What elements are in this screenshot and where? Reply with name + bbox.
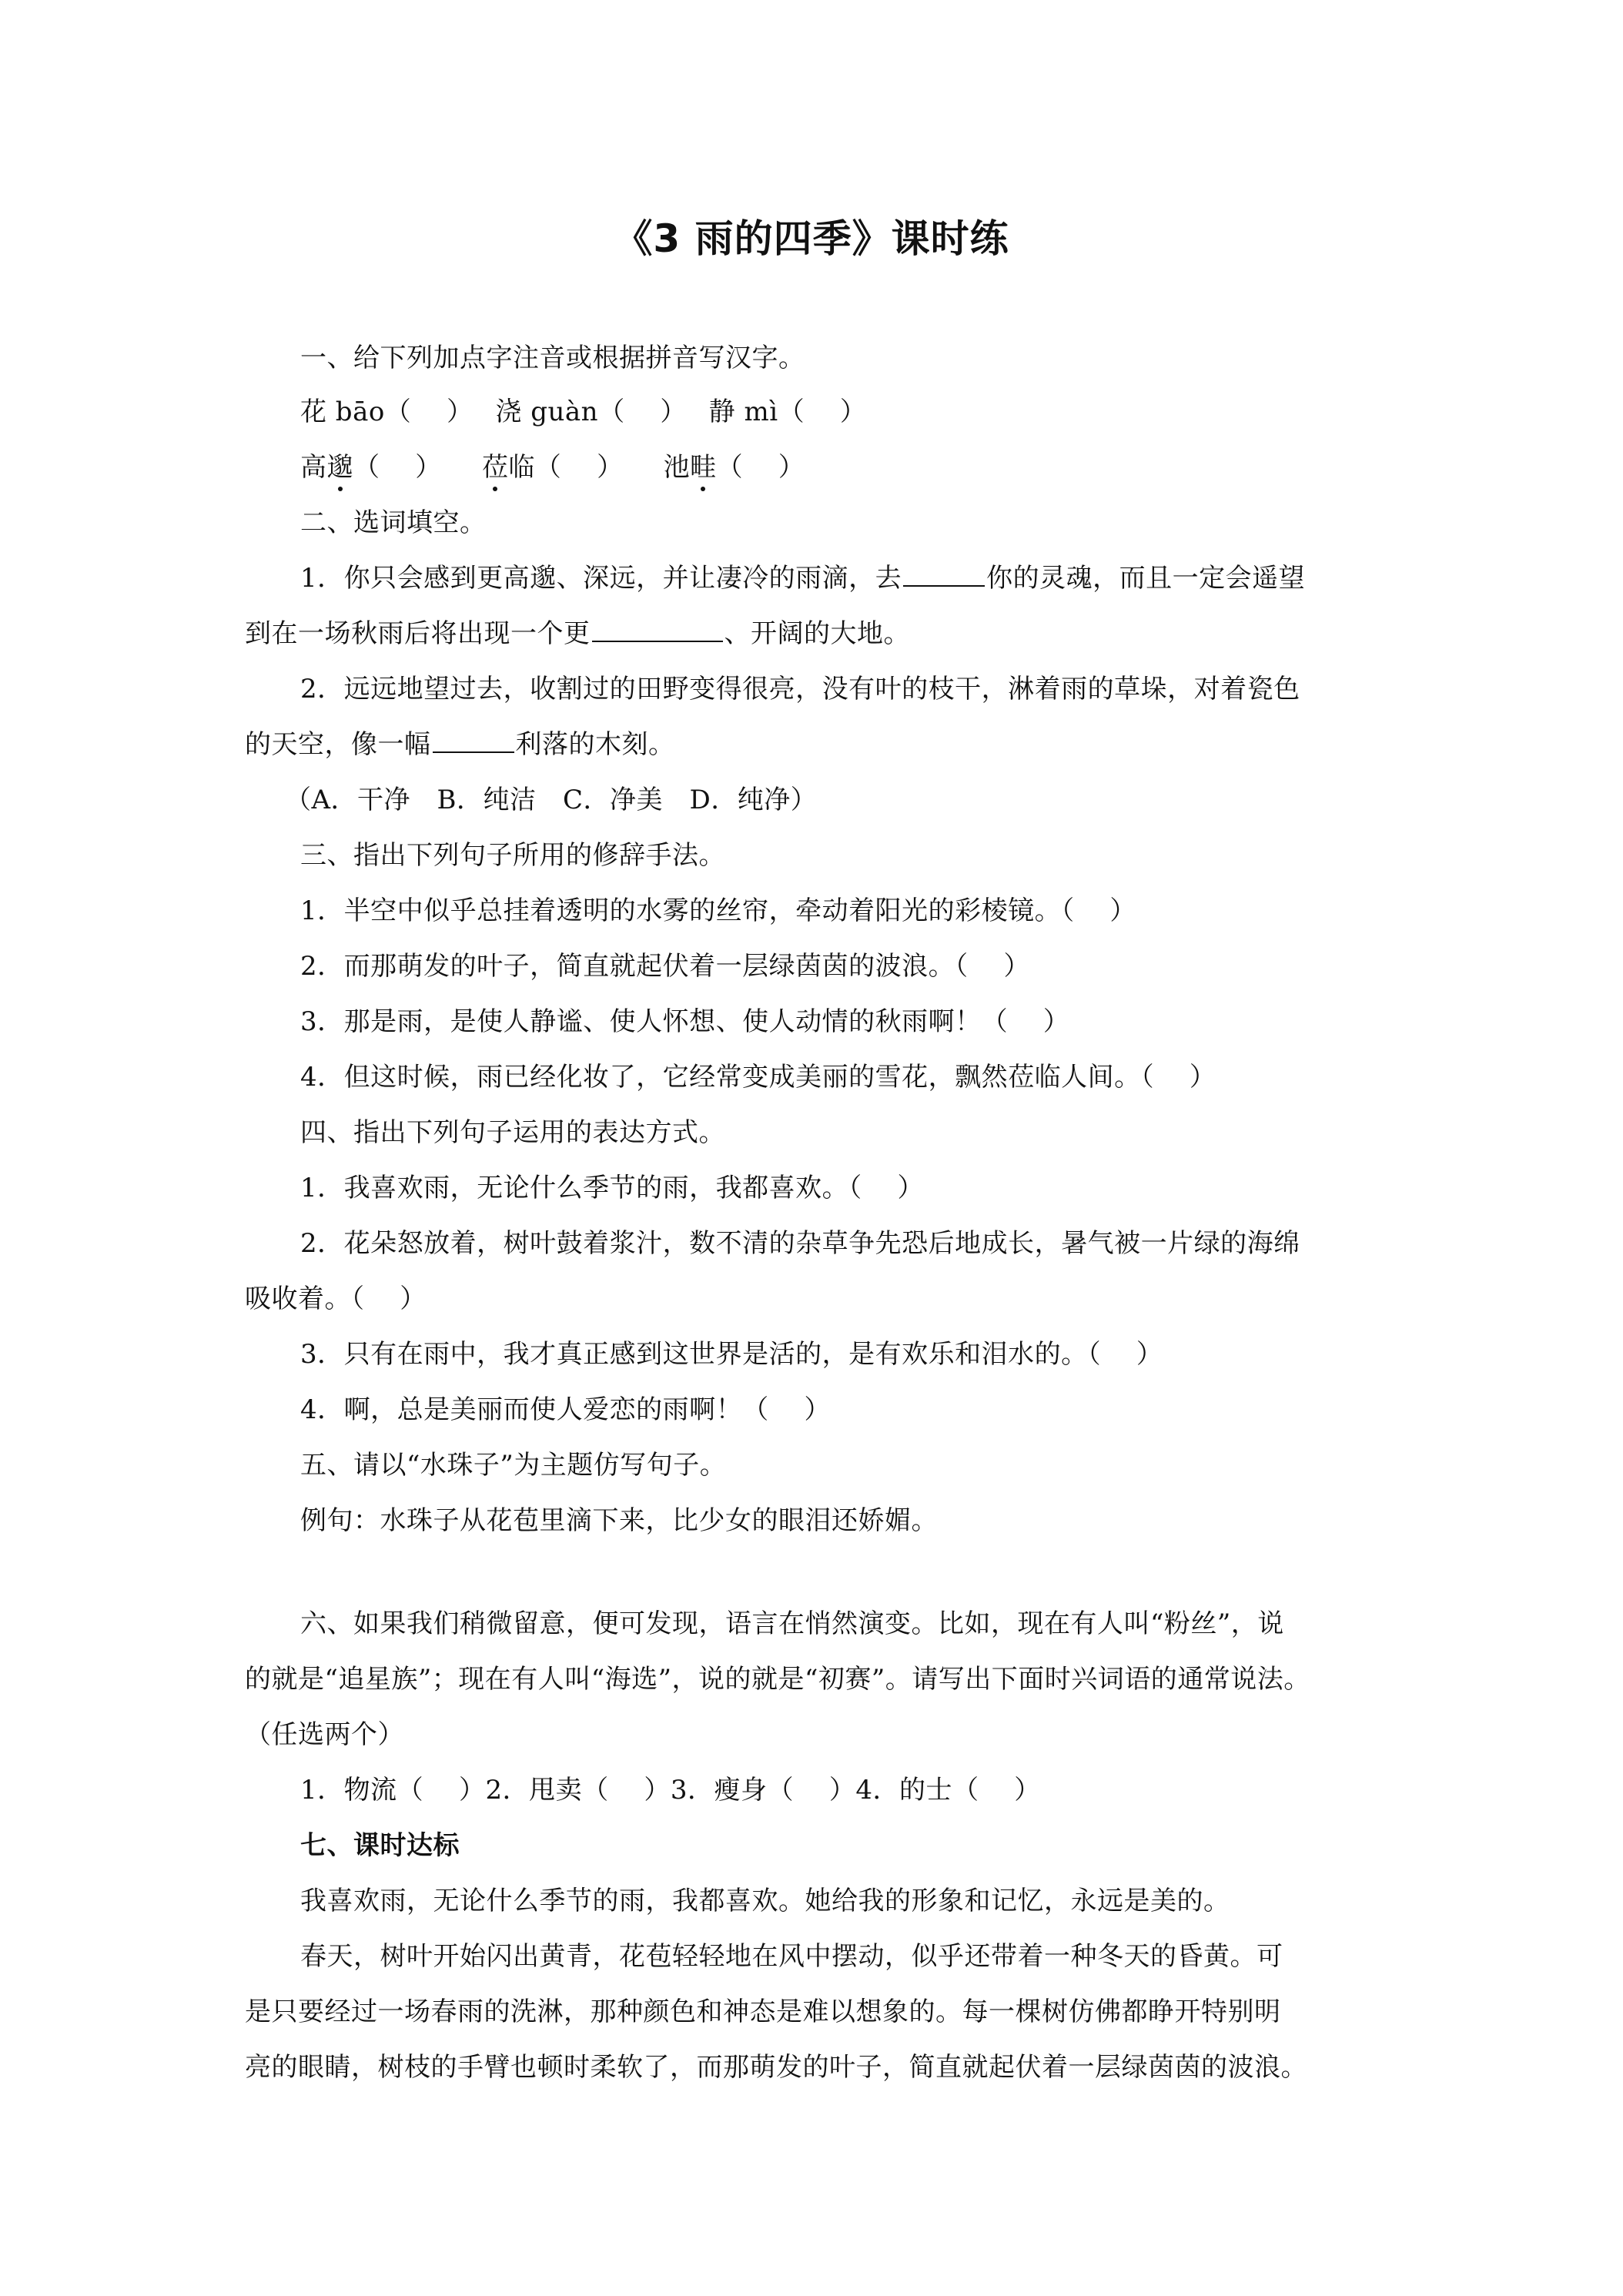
section7-paragraph2-line2: 是只要经过一场春雨的洗淋，那种颜色和神态是难以想象的。每一棵树仿佛都睁开特别明 — [245, 1996, 1281, 2027]
section3-item-3: 3．那是雨，是使人静谧、使人怀想、使人动情的秋雨啊！（ ） — [300, 1006, 1070, 1037]
section5-heading: 五、请以“水珠子”为主题仿写句子。 — [300, 1450, 727, 1481]
page-title: 《3 雨的四季》课时练 — [614, 216, 1009, 261]
fill-blank[interactable] — [903, 559, 985, 587]
section4-q2-line2: 吸收着。（ ） — [245, 1284, 427, 1314]
section6-items: 1．物流（ ）2．甩卖（ ）3．瘦身（ ）4．的士（ ） — [300, 1775, 1041, 1806]
dotted-word-2: 莅临（ ） — [482, 452, 664, 483]
section6-line3: （任选两个） — [245, 1719, 404, 1750]
section4-q4: 4．啊，总是美丽而使人爱恋的雨啊！（ ） — [300, 1394, 831, 1425]
section2-options: （A．干净 B．纯洁 C．净美 D．纯净） — [285, 785, 818, 815]
section4-heading: 四、指出下列句子运用的表达方式。 — [300, 1117, 725, 1148]
section3-item-4: 4．但这时候，雨已经化妆了，它经常变成美丽的雪花，飘然莅临人间。（ ） — [300, 1062, 1216, 1093]
section1-heading: 一、给下列加点字注音或根据拼音写汉字。 — [300, 343, 805, 373]
section2-q2-line2: 的天空，像一幅 利落的木刻。 — [245, 725, 675, 764]
section6-line1: 六、如果我们稍微留意，便可发现，语言在悄然演变。比如，现在有人叫“粉丝”，说 — [300, 1608, 1284, 1639]
section3-item-1: 1．半空中似乎总挂着透明的水雾的丝帘，牵动着阳光的彩棱镜。（ ） — [300, 895, 1136, 926]
section5-example: 例句：水珠子从花苞里滴下来，比少女的眼泪还娇媚。 — [300, 1505, 938, 1536]
dotted-char-2: 莅 — [482, 448, 509, 487]
fill-blank[interactable] — [433, 725, 514, 753]
dotted-word-1: 高邈（ ） — [300, 452, 482, 483]
dotted-char-3: 畦 — [690, 448, 717, 487]
section4-q2-line1: 2．花朵怒放着，树叶鼓着浆汁，数不清的杂草争先恐后地成长，暑气被一片绿的海绵 — [300, 1228, 1300, 1259]
section7-paragraph2-line1: 春天，树叶开始闪出黄青，花苞轻轻地在风中摆动，似乎还带着一种冬天的昏黄。可 — [300, 1941, 1283, 1972]
section3-heading: 三、指出下列句子所用的修辞手法。 — [300, 840, 725, 871]
section2-heading: 二、选词填空。 — [300, 507, 487, 538]
section1-pinyin-row: 花 bāo（ ） 浇 guàn（ ） 静 mì（ ） — [300, 397, 867, 427]
dotted-char-1: 邈 — [327, 448, 354, 487]
dotted-word-3: 池畦（ ） — [664, 452, 805, 483]
section7-paragraph1: 我喜欢雨，无论什么季节的雨，我都喜欢。她给我的形象和记忆，永远是美的。 — [300, 1886, 1230, 1916]
section6-line2: 的就是“追星族”；现在有人叫“海选”，说的就是“初赛”。请写出下面时兴词语的通常说法。 — [245, 1664, 1310, 1695]
section4-q1: 1．我喜欢雨，无论什么季节的雨，我都喜欢。（ ） — [300, 1173, 924, 1203]
section2-q2-line1: 2．远远地望过去，收割过的田野变得很亮，没有叶的枝干，淋着雨的草垛，对着瓷色 — [300, 674, 1300, 705]
section2-q1-line2: 到在一场秋雨后将出现一个更 、开阔的大地。 — [245, 614, 910, 653]
section3-item-2: 2．而那萌发的叶子，简直就起伏着一层绿茵茵的波浪。（ ） — [300, 951, 1030, 982]
section1-dotted-row — [300, 448, 805, 487]
fill-blank[interactable] — [592, 614, 723, 642]
section2-q1-line1: 1．你只会感到更高邈、深远，并让凄冷的雨滴，去 你的灵魂，而且一定会遥望 — [300, 559, 1305, 597]
section4-q3: 3．只有在雨中，我才真正感到这世界是活的，是有欢乐和泪水的。（ ） — [300, 1339, 1163, 1370]
section7-paragraph2-line3: 亮的眼睛，树枝的手臂也顿时柔软了，而那萌发的叶子，简直就起伏着一层绿茵茵的波浪。 — [245, 2052, 1307, 2083]
section7-heading: 七、课时达标 — [300, 1830, 460, 1861]
